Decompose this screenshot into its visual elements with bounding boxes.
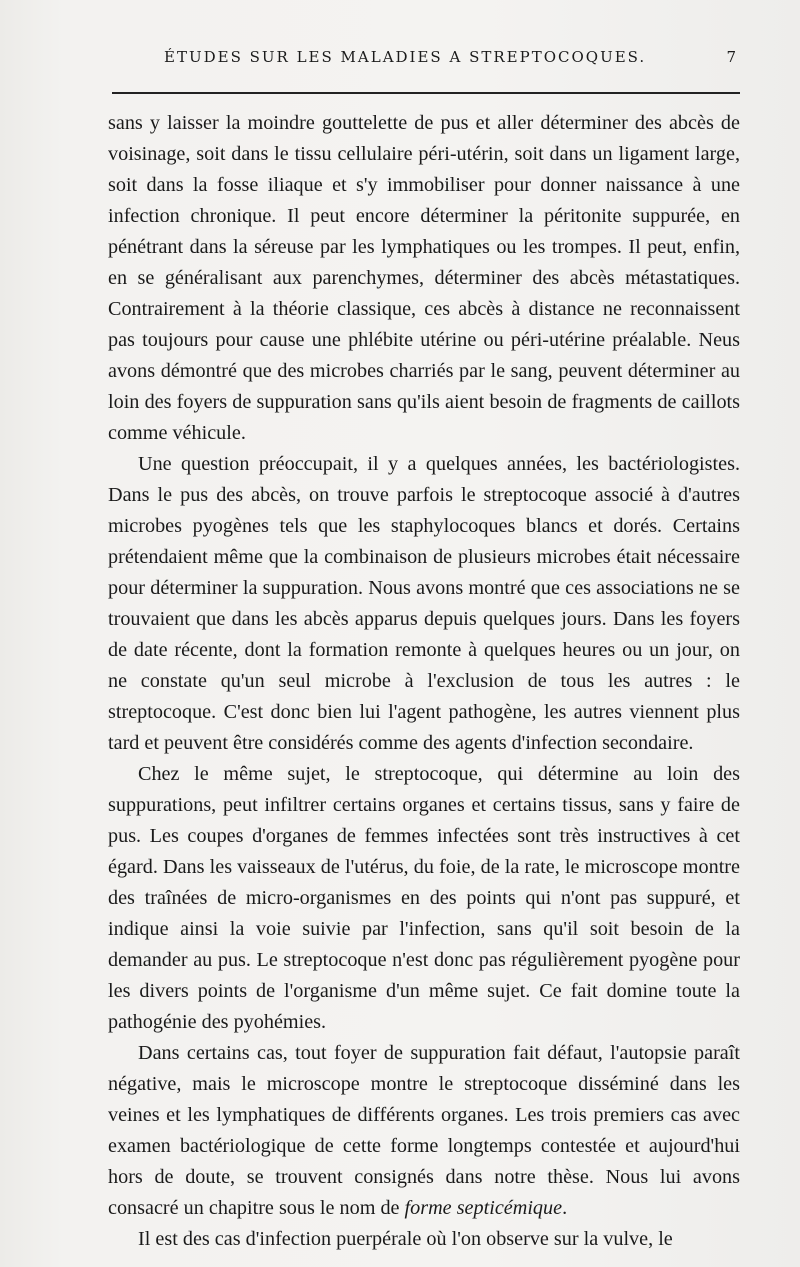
paragraph-3: Chez le même sujet, le streptocoque, qui détermine au loin des suppurations, peut infiltrer certains organes et certains tissus, sans y faire de pus. Les coupes d'organes de femmes infectées sont très instructives à cet égard. Dans les vaisseaux de l'utérus, du foie, de la rate, le microscope montre des traînées de micro-organismes en des points qui n'ont pas suppuré, et indique ainsi la voie suivie par l'infection, sans qu'il soit besoin de la demander au pus. Le streptocoque n'est donc pas régulièrement pyogène pour les divers points de l'organisme d'un même sujet. Ce fait domine toute la pathogénie des pyohémies. bbox=[108, 763, 740, 1033]
paragraph-5: Il est des cas d'infection puerpérale où l'on observe sur la vulve, le bbox=[138, 1228, 673, 1250]
paragraph-2: Une question préoccupait, il y a quelques années, les bactériologistes. Dans le pus des abcès, on trouve parfois le streptocoque associé à d'autres microbes pyogènes tels que les staphylocoques blancs et dorés. Certains prétendaient même que la combinaison de plusieurs microbes était nécessaire pour déterminer la suppuration. Nous avons montré que ces associations ne se trouvaient que dans les abcès apparus depuis quelques jours. Dans les foyers de date récente, dont la formation remonte à quelques heures ou un jour, on ne constate qu'un seul microbe à l'exclusion de tous les autres : le streptocoque. C'est donc bien lui l'agent pathogène, les autres viennent plus tard et peuvent être considérés comme des agents d'infection secondaire. bbox=[108, 453, 740, 754]
running-head bbox=[108, 48, 740, 72]
body-text bbox=[108, 108, 740, 1255]
paragraph-4-text: Dans certains cas, tout foyer de suppuration fait défaut, l'autopsie paraît négative, mais le microscope montre le streptocoque disséminé dans les veines et les lymphatiques de différents organes. Les trois premiers cas avec examen bactériologique de cette forme longtemps contestée et aujourd'hui hors de doute, se trouvent consignés dans notre thèse. Nous lui avons consacré un chapitre sous le nom de bbox=[108, 1042, 740, 1219]
running-title: ÉTUDES SUR LES MALADIES A STREPTOCOQUES. bbox=[164, 48, 647, 66]
paragraph-4-after: . bbox=[562, 1197, 568, 1219]
paragraph-4 bbox=[108, 1038, 740, 1224]
paragraph-4-emphasis: forme septicémique bbox=[404, 1197, 563, 1219]
header-rule bbox=[112, 92, 740, 94]
paragraph-1: sans y laisser la moindre gouttelette de pus et aller déterminer des abcès de voisinage, soit dans le tissu cellulaire péri-utérin, soit dans un ligament large, soit dans la fosse iliaque et s'y immobiliser pour donner naissance à une infection chronique. Il peut encore déterminer la péritonite suppurée, en pénétrant dans la séreuse par les lymphatiques ou les trompes. Il peut, enfin, en se généralisant aux parenchymes, déterminer des abcès métastatiques. Contrairement à la théorie classique, ces abcès à distance ne reconnaissent pas toujours pour cause une phlébite utérine ou péri-utérine préalable. Neus avons démontré que des microbes charriés par le sang, peuvent déterminer au loin des foyers de suppuration sans qu'ils aient besoin de fragments de caillots comme véhicule. bbox=[108, 112, 740, 444]
page-number: 7 bbox=[726, 48, 736, 66]
